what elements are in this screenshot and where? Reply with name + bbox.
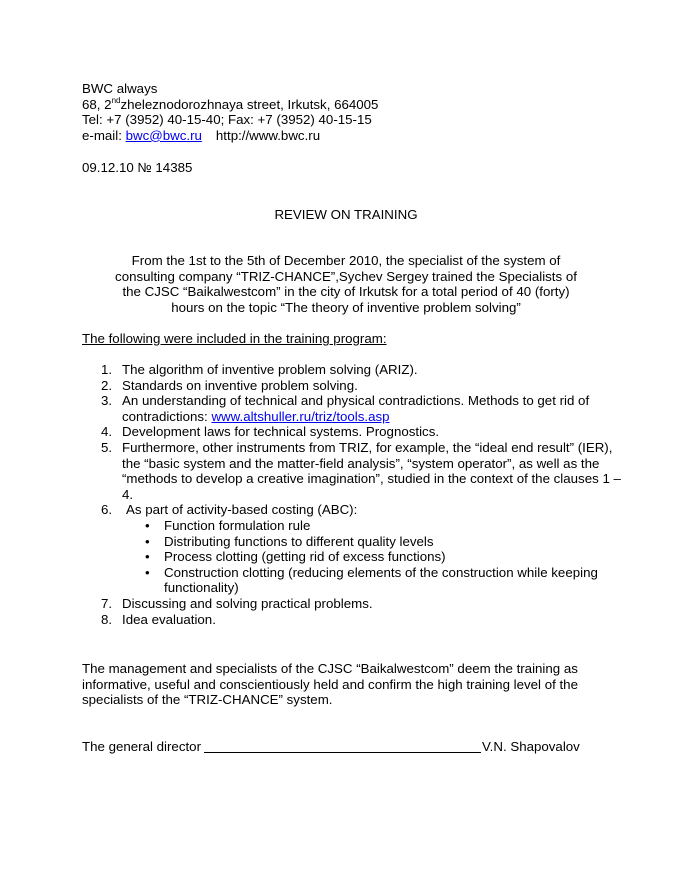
- list-item: [101, 440, 621, 502]
- bullet-text: Function formulation rule: [164, 517, 311, 533]
- item-text: The algorithm of inventive problem solving (ARIZ).: [122, 362, 418, 377]
- email-label: e-mail:: [82, 127, 126, 143]
- bullet-icon: •: [145, 549, 150, 565]
- intro-line: the CJSC “Baikalwestcom” in the city of Irkutsk for a total period of 40 (forty): [122, 284, 570, 300]
- item-number: 7.: [101, 595, 113, 611]
- intro-line: From the 1st to the 5th of December 2010, the specialist of the system of: [131, 253, 561, 268]
- signature-rule: [204, 752, 481, 753]
- signer-name: V.N. Shapovalov: [482, 739, 580, 754]
- contact-line: [82, 128, 378, 144]
- intro-paragraph: [82, 253, 610, 315]
- item-text: Discussing and solving practical problems.: [122, 595, 373, 611]
- bullet-icon: •: [145, 533, 150, 549]
- abc-bullet-item: [101, 518, 621, 534]
- item-number: 1.: [101, 362, 113, 377]
- list-item: [101, 612, 621, 628]
- item-number: 3.: [101, 393, 113, 409]
- abc-bullet-item: [101, 534, 621, 550]
- item-number: 4.: [101, 424, 113, 440]
- address-street: zheleznodorozhnaya street, Irkutsk, 664005: [120, 96, 379, 112]
- document-title: REVIEW ON TRAINING: [274, 207, 418, 222]
- program-heading: The following were included in the training program:: [82, 331, 387, 346]
- abc-bullet-item: [101, 549, 621, 565]
- bullet-icon: •: [145, 564, 150, 580]
- bullet-text: Distributing functions to different quality levels: [164, 533, 434, 549]
- bullet-text: Construction clotting (reducing elements of the construction while keeping functionality): [164, 564, 598, 596]
- bullet-icon: •: [145, 517, 150, 533]
- list-item: [101, 378, 621, 394]
- abc-bullet-item: [101, 565, 621, 596]
- street-address: [82, 97, 378, 113]
- closing-paragraph: The management and specialists of the CJSC “Baikalwestcom” deem the training as informative, useful and conscientiously held and confirm the high training level of the specialists of the “TRIZ-CHANCE” system.: [82, 661, 578, 708]
- reference-number: 09.12.10 № 14385: [82, 160, 193, 175]
- item-number: 8.: [101, 611, 113, 627]
- address-number: 68, 2: [82, 96, 112, 112]
- intro-line: hours on the topic “The theory of inventive problem solving”: [171, 299, 521, 315]
- item-text: Development laws for technical systems. Prognostics.: [122, 424, 440, 440]
- list-item: [101, 393, 621, 424]
- item-text: Furthermore, other instruments from TRIZ, for example, the “ideal end result” (IER), the “basic system and the matter-field analysis”, “system operator”, as well as the “methods to develop a creative imagination”, studied in the context of the clauses 1 – 4.: [122, 439, 621, 502]
- company-name: BWC always: [82, 81, 158, 96]
- email-link[interactable]: bwc@bwc.ru: [125, 127, 202, 143]
- item-number: 2.: [101, 377, 113, 393]
- list-item: [101, 596, 621, 612]
- list-item: [101, 362, 621, 378]
- item-number: 6.: [101, 502, 113, 518]
- item-text: Idea evaluation.: [122, 611, 216, 627]
- item-text: Standards on inventive problem solving.: [122, 377, 358, 393]
- program-list: [101, 362, 621, 627]
- item-text: An understanding of technical and physical contradictions. Methods to get rid of contradictions:: [122, 393, 590, 424]
- signer-role: The general director: [82, 739, 201, 754]
- list-item: [101, 502, 621, 518]
- item-text: As part of activity-based costing (ABC):: [126, 502, 358, 518]
- intro-line: consulting company “TRIZ-CHANCE”,Sychev Sergey trained the Specialists of: [115, 268, 577, 284]
- phone-fax: Tel: +7 (3952) 40-15-40; Fax: +7 (3952) 40-15-15: [82, 112, 372, 128]
- list-item: [101, 424, 621, 440]
- address-ordinal: nd: [111, 95, 121, 105]
- item-number: 5.: [101, 439, 113, 455]
- sender-address-block: [82, 81, 378, 143]
- bullet-text: Process clotting (getting rid of excess functions): [164, 549, 446, 565]
- website-text: http://www.bwc.ru: [215, 127, 321, 143]
- signature-line: [82, 739, 580, 755]
- tools-link[interactable]: www.altshuller.ru/triz/tools.asp: [211, 408, 390, 424]
